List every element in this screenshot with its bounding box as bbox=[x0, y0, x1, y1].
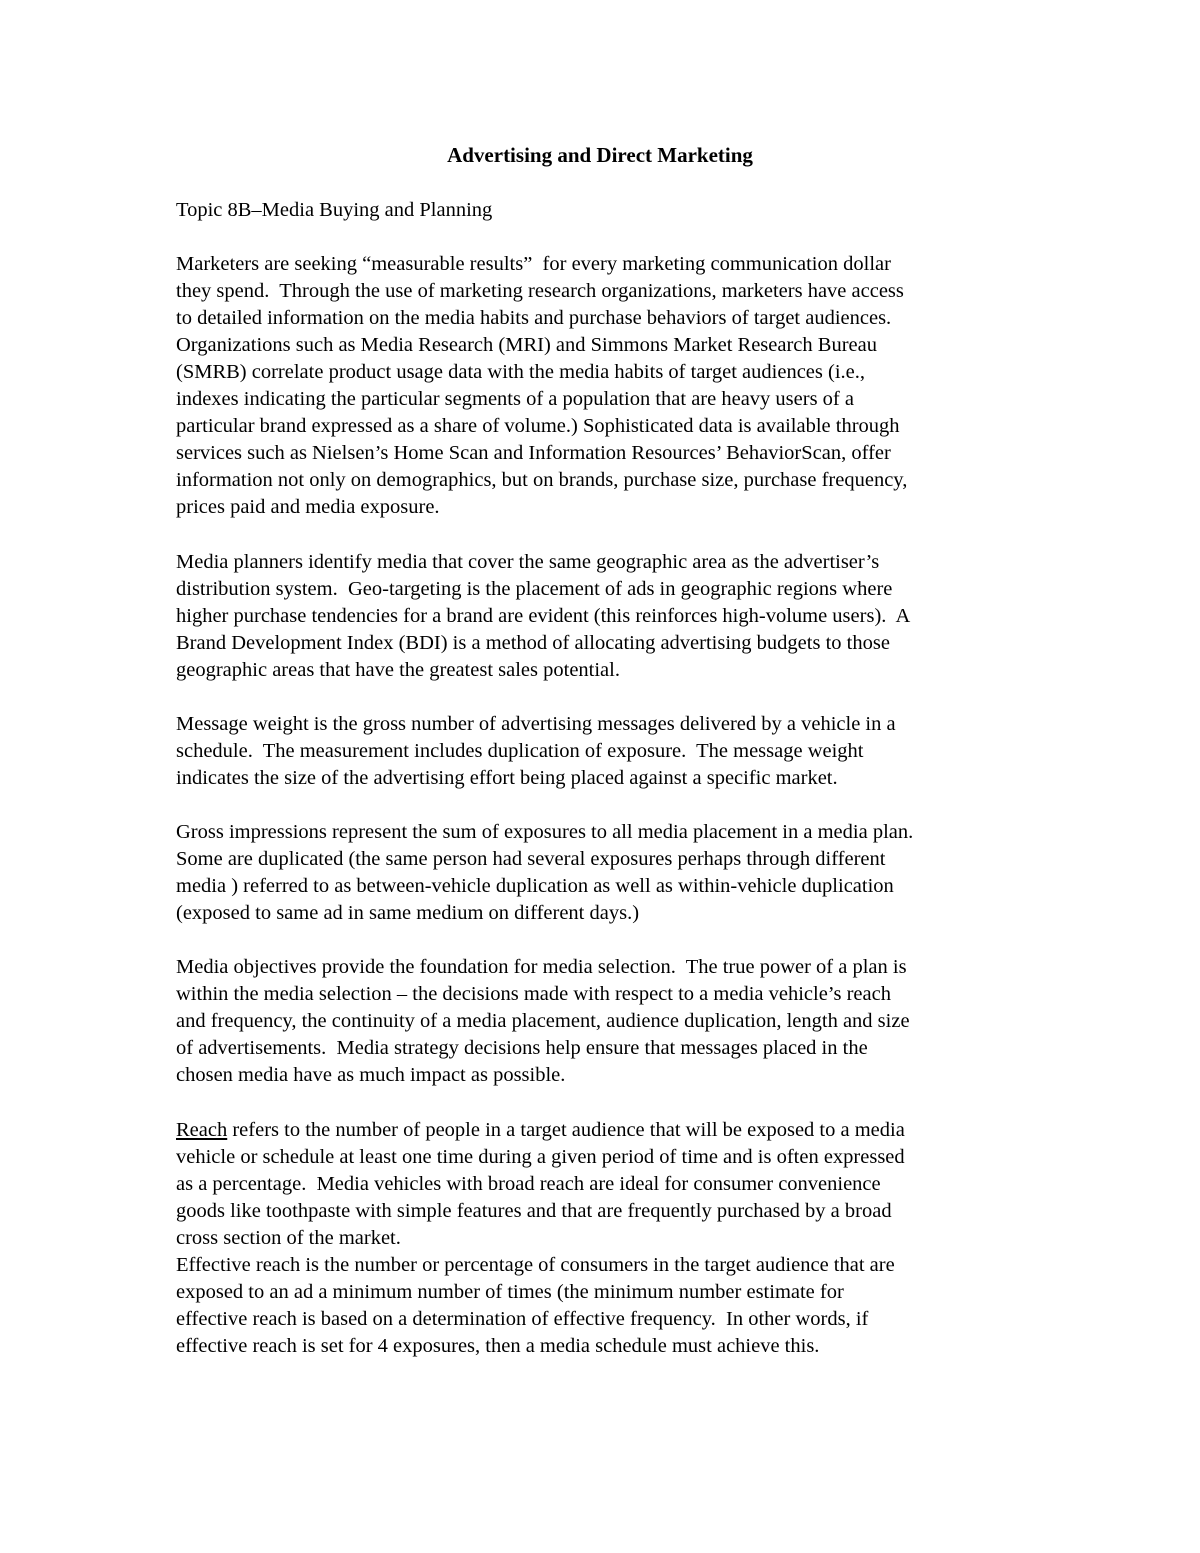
text-line: Some are duplicated (the same person had several exposures perhaps through different bbox=[176, 848, 886, 870]
text-line: Organizations such as Media Research (MRI) and Simmons Market Research Bureau bbox=[176, 334, 877, 356]
text-line: within the media selection – the decisions made with respect to a media vehicle’s reach bbox=[176, 983, 891, 1005]
text-line: services such as Nielsen’s Home Scan and Information Resources’ BehaviorScan, offer bbox=[176, 442, 891, 464]
text-line: geographic areas that have the greatest sales potential. bbox=[176, 659, 620, 681]
text-line: distribution system. Geo-targeting is the placement of ads in geographic regions where bbox=[176, 578, 893, 600]
text-line: Effective reach is the number or percentage of consumers in the target audience that are bbox=[176, 1254, 895, 1276]
text-line: indicates the size of the advertising effort being placed against a specific market. bbox=[176, 767, 838, 789]
text-line: (exposed to same ad in same medium on different days.) bbox=[176, 902, 640, 924]
paragraph-reach bbox=[176, 1117, 1036, 1360]
text-line: and frequency, the continuity of a media placement, audience duplication, length and size bbox=[176, 1010, 910, 1032]
text-line: Marketers are seeking “measurable results” for every marketing communication dollar bbox=[176, 253, 891, 275]
paragraph-media-planners bbox=[176, 549, 1036, 684]
paragraph-measurable-results bbox=[176, 251, 1036, 521]
paragraph-message-weight bbox=[176, 711, 1036, 792]
text-line: indexes indicating the particular segments of a population that are heavy users of a bbox=[176, 388, 854, 410]
text-line: chosen media have as much impact as possible. bbox=[176, 1064, 566, 1086]
document-title: Advertising and Direct Marketing bbox=[447, 143, 753, 167]
text-line: as a percentage. Media vehicles with broad reach are ideal for consumer convenience bbox=[176, 1173, 881, 1195]
text-line: effective reach is set for 4 exposures, then a media schedule must achieve this. bbox=[176, 1335, 820, 1357]
text-line: media ) referred to as between-vehicle duplication as well as within-vehicle duplication bbox=[176, 875, 894, 897]
text-line: of advertisements. Media strategy decisions help ensure that messages placed in the bbox=[176, 1037, 868, 1059]
text-line: information not only on demographics, but on brands, purchase size, purchase frequency, bbox=[176, 469, 908, 491]
text-line: they spend. Through the use of marketing research organizations, marketers have access bbox=[176, 280, 904, 302]
text-line: Media planners identify media that cover the same geographic area as the advertiser’s bbox=[176, 551, 880, 573]
text-line: vehicle or schedule at least one time during a given period of time and is often expressed bbox=[176, 1146, 905, 1168]
text-line: cross section of the market. bbox=[176, 1227, 401, 1249]
text-line: particular brand expressed as a share of volume.) Sophisticated data is available through bbox=[176, 415, 900, 437]
text-line: higher purchase tendencies for a brand are evident (this reinforces high-volume users). A bbox=[176, 605, 911, 627]
text-line: refers to the number of people in a target audience that will be exposed to a media bbox=[227, 1119, 905, 1141]
text-line: Media objectives provide the foundation for media selection. The true power of a plan is bbox=[176, 956, 907, 978]
reach-term: Reach bbox=[176, 1119, 228, 1141]
text-line: Gross impressions represent the sum of exposures to all media placement in a media plan. bbox=[176, 821, 914, 843]
text-line: (SMRB) correlate product usage data with the media habits of target audiences (i.e., bbox=[176, 361, 865, 383]
text-line: schedule. The measurement includes duplication of exposure. The message weight bbox=[176, 740, 864, 762]
paragraph-media-objectives bbox=[176, 954, 1036, 1089]
text-line: Brand Development Index (BDI) is a method of allocating advertising budgets to those bbox=[176, 632, 890, 654]
text-line: goods like toothpaste with simple features and that are frequently purchased by a broad bbox=[176, 1200, 892, 1222]
text-line: to detailed information on the media habits and purchase behaviors of target audiences. bbox=[176, 307, 892, 329]
text-line: prices paid and media exposure. bbox=[176, 496, 440, 518]
text-line: Message weight is the gross number of advertising messages delivered by a vehicle in a bbox=[176, 713, 896, 735]
text-line: exposed to an ad a minimum number of times (the minimum number estimate for bbox=[176, 1281, 844, 1303]
text-line: effective reach is based on a determination of effective frequency. In other words, if bbox=[176, 1308, 869, 1330]
topic-heading: Topic 8B–Media Buying and Planning bbox=[176, 199, 493, 221]
paragraph-gross-impressions bbox=[176, 819, 1036, 927]
